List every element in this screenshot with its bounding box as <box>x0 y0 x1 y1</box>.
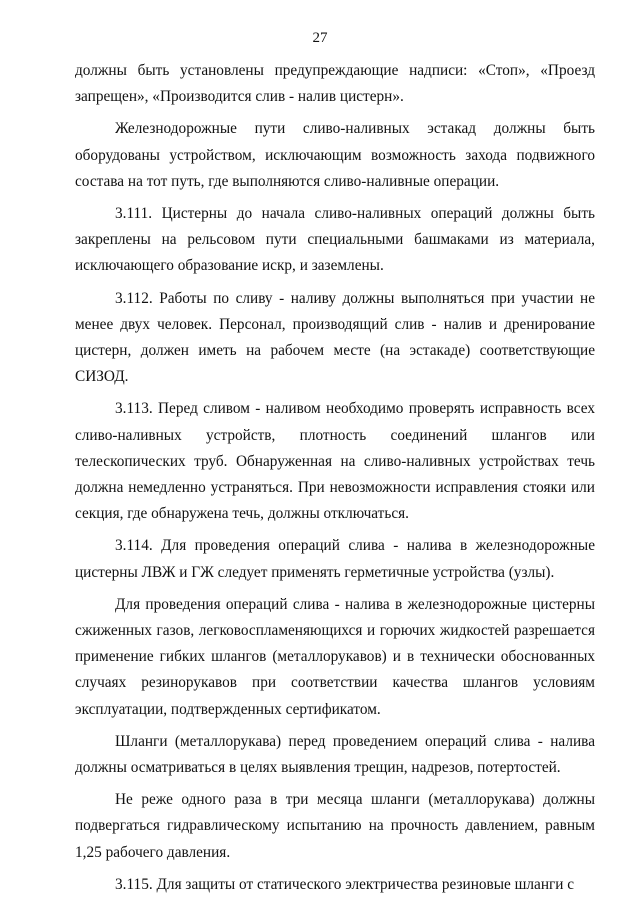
paragraph-hydraulic-test: Не реже одного раза в три месяца шланги (металлорукава) должны подвергаться гидравлическому испытанию на прочность давлением, равным 1,25 рабочего давления. <box>75 791 595 861</box>
document-body <box>75 58 595 898</box>
paragraph-continuation: должны быть установлены предупреждающие надписи: «Стоп», «Проезд запрещен», «Производится слив - налив цистерн». <box>75 62 595 106</box>
paragraph-hose-inspection: Шланги (металлорукава) перед проведением операций слива - налива должны осматриваться в целях выявления трещин, надрезов, потертостей. <box>75 732 595 777</box>
paragraph-3-113: 3.113. Перед сливом - наливом необходимо проверять исправность всех сливо-наливных устройств, плотность соединений шлангов или телескопических труб. Обнаруженная на сливо-наливных устройствах течь должна немедленно устраняться. При невозможности исправления стояки или секция, где обнаружена течь, должны отключаться. <box>75 400 595 523</box>
paragraph-3-111: 3.111. Цистерны до начала сливо-наливных операций должны быть закреплены на рельсовом пути специальными башмаками из материала, исключающего образование искр, и заземлены. <box>75 205 595 275</box>
paragraph-3-112: 3.112. Работы по сливу - наливу должны выполняться при участии не менее двух человек. Персонал, производящий слив - налив и дренирование цистерн, должен иметь на рабочем месте (на эстакаде) соответствующие СИЗОД. <box>75 289 595 386</box>
page-number: 27 <box>312 30 328 46</box>
paragraph-flexible-hoses: Для проведения операций слива - налива в железнодорожные цистерны сжиженных газов, легковоспламеняющихся и горючих жидкостей разрешается применение гибких шлангов (металлорукавов) и в технически обоснованных случаях резинорукавов при соответствии качества шлангов условиям эксплуатации, подтвержденных сертификатом. <box>75 595 595 718</box>
paragraph-railway-tracks: Железнодорожные пути сливо-наливных эстакад должны быть оборудованы устройством, исключающим возможность захода подвижного состава на тот путь, где выполняются сливо-наливные операции. <box>75 120 595 190</box>
paragraph-3-114: 3.114. Для проведения операций слива - налива в железнодорожные цистерны ЛВЖ и ГЖ следует применять герметичные устройства (узлы). <box>75 537 595 581</box>
paragraph-3-115: 3.115. Для защиты от статического электричества резиновые шланги с <box>115 875 575 893</box>
